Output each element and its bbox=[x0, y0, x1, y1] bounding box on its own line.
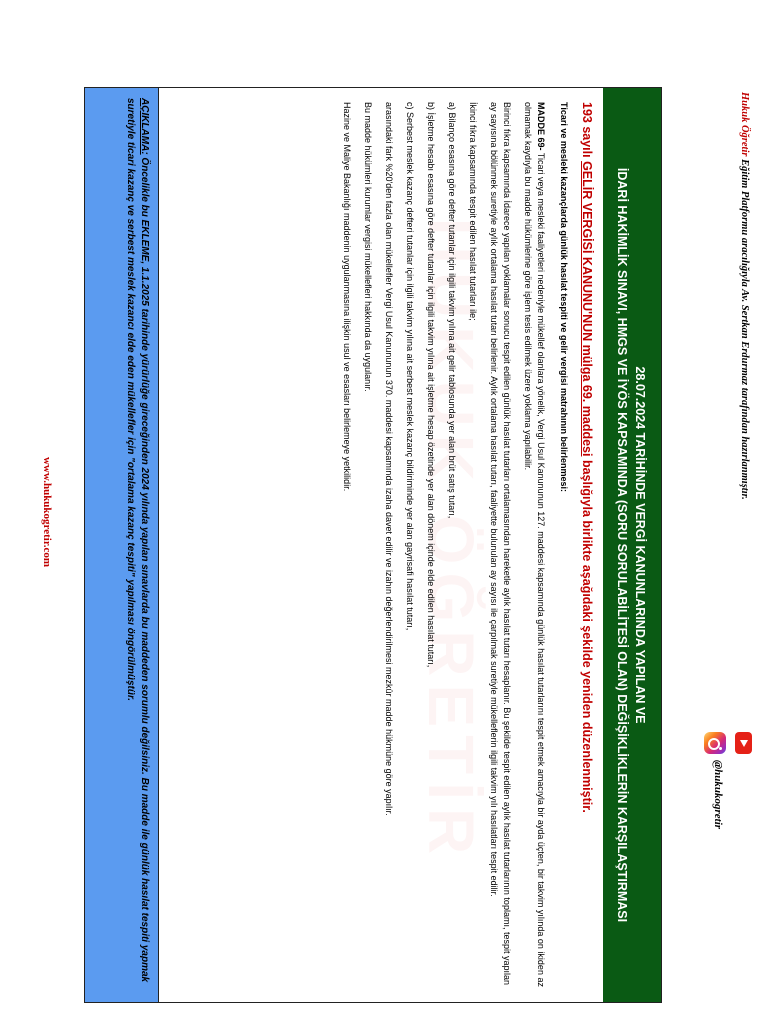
youtube-icon[interactable] bbox=[735, 732, 752, 754]
header-attribution bbox=[739, 92, 750, 812]
social-links bbox=[698, 720, 758, 1010]
content-frame bbox=[84, 87, 662, 1003]
footer-website-link[interactable]: www.hukukogretir.com bbox=[41, 456, 53, 568]
lead-part-1: 193 sayılı bbox=[580, 102, 594, 162]
item-a: a) Bilanço esasına göre defter tutanlar için ilgili takvim yılına ait gelir tablosunda yer alan brüt satış tutarı, bbox=[447, 102, 457, 519]
item-c: c) Serbest meslek kazanç defteri tutanlar için ilgili takvim yılına ait serbest meslek kazanç bildiriminde yer alan gayrisafi hasılat tutarı, bbox=[405, 102, 415, 631]
paragraph-4: arasındaki fark %20'den fazla olan mükellefler Vergi Usul Kanununun 370. maddesi kapsamında izaha davet edilir ve izahın değerlendirilmesi mezkûr madde hükmüne göre yapılır. bbox=[384, 102, 394, 816]
paragraph-5: Bu madde hükümleri kurumlar vergisi mükellefleri hakkında da uygulanır. bbox=[363, 102, 373, 392]
lead-part-3: başlığıyla birlikte aşağıdaki şekilde yeniden düzenlenmiştir. bbox=[580, 456, 594, 813]
title-bar bbox=[603, 88, 661, 1002]
title-line-2: İDARİ HAKİMLİK SINAVI, HMGS VE İYÖS KAPSAMINDA (SORU SORULABİLİTESİ OLAN) DEĞİŞİKLİKLERİN KARŞILAŞTIRMASI bbox=[615, 167, 629, 923]
title-separator bbox=[599, 88, 603, 1002]
brand-name: Hukuk Öğretir bbox=[739, 92, 750, 157]
madde-label: MADDE 69- bbox=[536, 102, 546, 151]
lead-law-reference: GELİR VERGİSİ KANUNU'NUN mülga 69. maddesi bbox=[580, 161, 594, 457]
note-text: Öncelikle bu EKLEME, 1.1.2025 tarihinde yürürlüğe gireceğinden 2024 yılında yapılan sınavlarda bu maddeden sorumlu değilsiniz. Bu madde ile günlük hasılat tespiti yapmak suretiyle ticari kazanç ve serbest meslek kazancı elde eden mükellefler için "ortalama kazanç tespiti" yapılması öngörülmüştür. bbox=[125, 98, 150, 983]
document-body bbox=[332, 102, 595, 988]
lead-heading bbox=[578, 102, 595, 988]
explanation-note bbox=[85, 88, 159, 1002]
section-title: Ticari ve mesleki kazançlarda günlük hasılat tespiti ve gelir vergisi matrahının belirlenmesi: bbox=[559, 102, 569, 492]
paragraph-2: Birinci fıkra kapsamında İdarece yapılan yoklamalar sonucu tespit edilen günlük hasılat tutarları ortalamasından hareketle aylık hasılat tutarı hesaplanır. Bu şekilde tespit edilen aylık hasılat tutarlarının toplamı, tespit yapılan ay sayısına bölünmek suretiyle aylık ortalama hasılat tutarı belirlenir. Aylık ortalama hasılat tutarı, faaliyette bulunulan ay sayısı ile çarpılmak suretiyle mükelleflerin ilgili takvim yılı hasılatları tespit edilir. bbox=[489, 102, 512, 985]
item-b: b) İşletme hesabı esasına göre defter tutanlar için ilgili takvim yılına ait işletme hesap özetinde yer alan dönem içinde elde edilen hasılat tutarı, bbox=[426, 102, 436, 668]
note-label: AÇIKLAMA: bbox=[139, 98, 150, 155]
title-line-1: 28.07.2024 TARİHİNDE VERGİ KANUNLARINDA YAPILAN VE bbox=[633, 366, 647, 724]
madde-text: Ticari veya mesleki faaliyetleri nedeniyle mükellef olanlara yönelik, Vergi Usul Kanununun 127. maddesi kapsamında günlük hasılat tutarlarını tespit etmek amacıyla bir ayda üçten, bir takvim yılında on ikiden az olmamak kaydıyla bu madde hükümlerine göre işlem tesis edilmek üzere yoklama yapılabilir. bbox=[523, 102, 546, 987]
paragraph-3: İkinci fıkra kapsamında tespit edilen hasılat tutarları ile; bbox=[468, 102, 478, 321]
instagram-icon[interactable] bbox=[704, 732, 726, 754]
header-text: Eğitim Platformu aracılığıyla Av. Sertkan Erdurmaz tarafından hazırlanmıştır. bbox=[739, 156, 750, 500]
paragraph-6: Hazine ve Maliye Bakanlığı maddenin uygulanmasına ilişkin usul ve esasları belirlemeye yetkilidir. bbox=[342, 102, 352, 492]
social-handle[interactable]: @hukukogretir bbox=[712, 760, 724, 830]
madde-paragraph bbox=[521, 102, 547, 988]
